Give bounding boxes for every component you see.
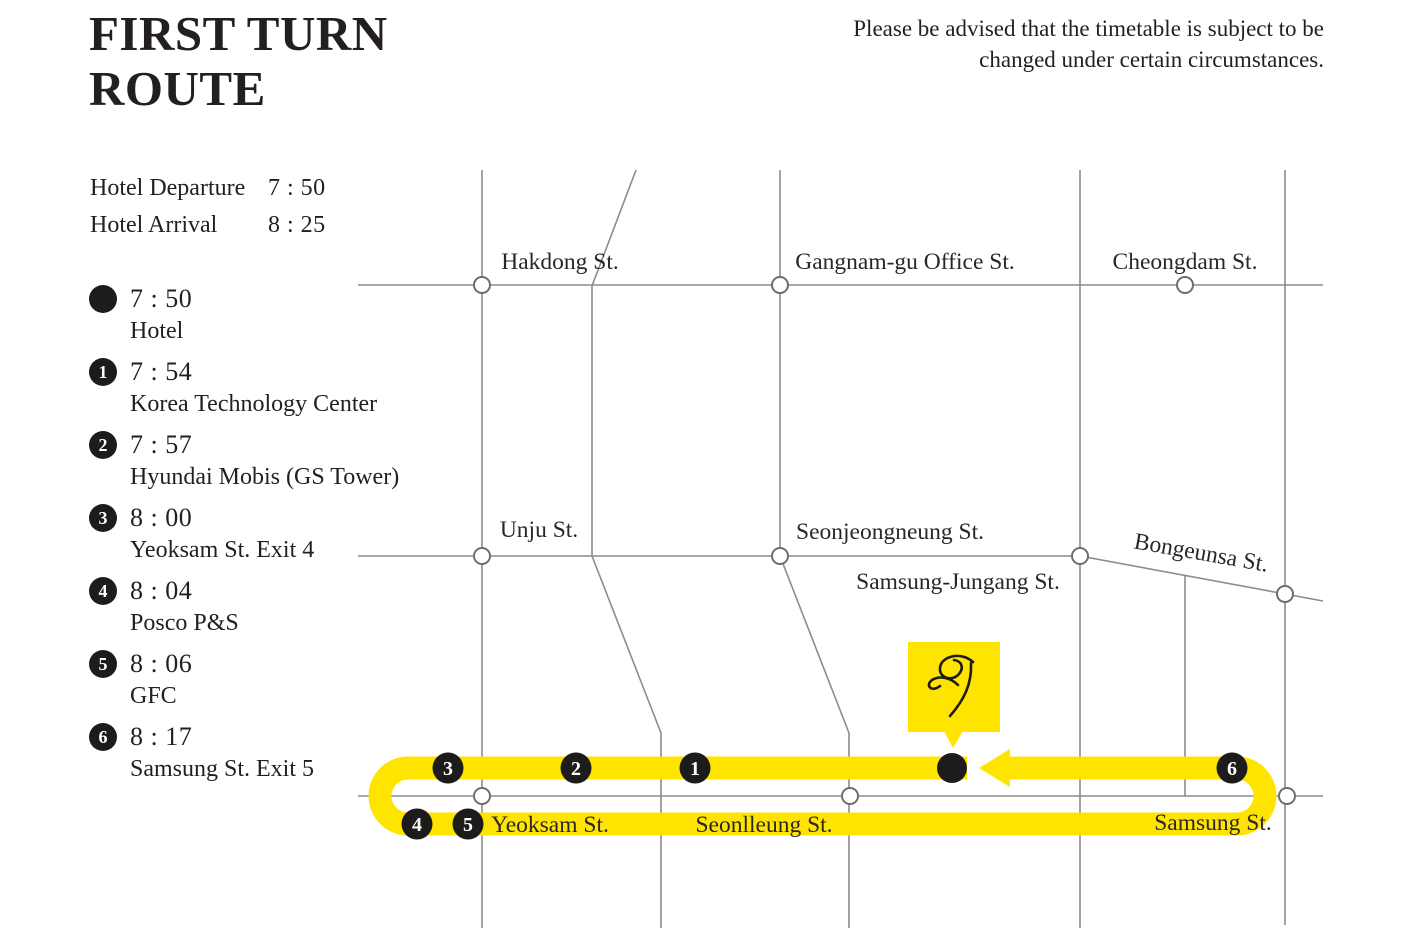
route-arrow-icon xyxy=(979,749,1010,787)
intersection-marker xyxy=(1072,548,1088,564)
stop-time: 8 : 17 xyxy=(130,722,193,751)
stop-time: 7 : 54 xyxy=(130,357,193,386)
stop-name: Samsung St. Exit 5 xyxy=(130,756,315,782)
stop-marker: 1 xyxy=(89,358,117,386)
street-label-samsung-jungang: Samsung-Jungang St. xyxy=(856,569,1060,595)
street-label-gangnam-gu-office: Gangnam-gu Office St. xyxy=(795,249,1015,275)
hotel-callout xyxy=(908,642,1000,748)
intersection-marker xyxy=(772,548,788,564)
stop-time: 8 : 04 xyxy=(130,576,193,605)
street-label-seonjeongneung: Seonjeongneung St. xyxy=(796,519,984,545)
title-line-1: FIRST TURN xyxy=(89,6,388,61)
stop-marker: 4 xyxy=(89,577,117,605)
stop-name: Hotel xyxy=(130,318,184,344)
stop-name: Yeoksam St. Exit 4 xyxy=(130,537,315,563)
street-label-hakdong: Hakdong St. xyxy=(501,249,619,275)
hotel-departure-time: 7 : 50 xyxy=(268,175,326,201)
stop-marker: 6 xyxy=(89,723,117,751)
street-label-unju: Unju St. xyxy=(499,517,579,543)
stop-marker: 3 xyxy=(89,504,117,532)
hotel-arrival-time: 8 : 25 xyxy=(268,212,326,238)
street-label-seonlleung: Seonlleung St. xyxy=(695,812,833,838)
disclaimer-note: Please be advised that the timetable is subject to be changed under certain circumstances. xyxy=(853,16,1324,72)
route-stop-number: 4 xyxy=(412,814,422,836)
street-label-bongeunsa: Bongeunsa St. xyxy=(1132,528,1271,578)
route-stop-number: 5 xyxy=(463,814,473,836)
stop-name: GFC xyxy=(130,683,177,709)
stop-time: 8 : 06 xyxy=(130,649,193,678)
street-label-cheongdam: Cheongdam St. xyxy=(1112,249,1258,275)
hotel-departure-label: Hotel Departure xyxy=(90,175,246,201)
stop-name: Posco P&S xyxy=(130,610,239,636)
intersection-marker xyxy=(474,788,490,804)
stop-name: Hyundai Mobis (GS Tower) xyxy=(130,464,400,490)
stop-time: 7 : 50 xyxy=(130,284,193,313)
hotel-arrival-label: Hotel Arrival xyxy=(90,212,218,238)
intersection-marker xyxy=(1177,277,1193,293)
street-labels xyxy=(491,249,1272,838)
stop-marker: 5 xyxy=(89,650,117,678)
route-stop-hotel-dot xyxy=(937,753,967,783)
route-stop-number: 2 xyxy=(571,758,581,780)
intersection-marker xyxy=(474,277,490,293)
intersection-marker xyxy=(474,548,490,564)
stop-marker: 2 xyxy=(89,431,117,459)
stop-time: 8 : 00 xyxy=(130,503,193,532)
callout-pointer xyxy=(944,731,963,748)
intersection-marker xyxy=(772,277,788,293)
title-line-2: ROUTE xyxy=(89,61,266,116)
intersection-marker xyxy=(1279,788,1295,804)
street-label-yeoksam: Yeoksam St. xyxy=(491,812,609,838)
route-stop-number: 6 xyxy=(1227,758,1237,780)
intersection-marker xyxy=(842,788,858,804)
stop-time: 7 : 57 xyxy=(130,430,193,459)
stop-name: Korea Technology Center xyxy=(130,391,378,417)
intersection-marker xyxy=(1277,586,1293,602)
route-stop-number: 3 xyxy=(443,758,453,780)
street-label-samsung: Samsung St. xyxy=(1154,810,1272,836)
route-stop-number: 1 xyxy=(690,758,700,780)
